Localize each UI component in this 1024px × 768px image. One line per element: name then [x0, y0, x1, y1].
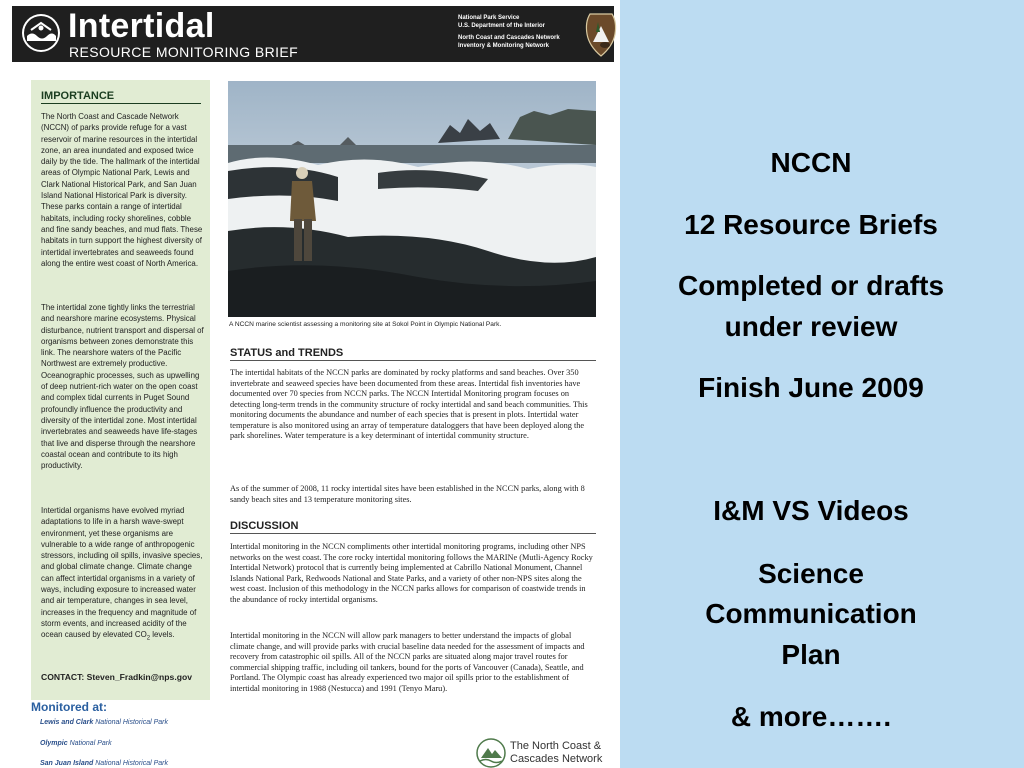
bullet-resource-briefs: 12 Resource Briefs — [684, 209, 938, 240]
monitored-item — [40, 760, 168, 767]
photo-caption: A NCCN marine scientist assessing a monitoring site at Sokol Point in Olympic National Park. — [229, 321, 502, 328]
park-type: National Historical Park — [93, 719, 168, 726]
park-type: National Park — [67, 740, 112, 747]
discussion-heading: DISCUSSION — [230, 520, 596, 534]
bullet-more: & more……. — [730, 701, 892, 732]
park-type: National Historical Park — [93, 760, 168, 767]
agency-line: Inventory & Monitoring Network — [458, 42, 550, 49]
discussion-paragraph: Intertidal monitoring in the NCCN will allow park managers to better understand the impacts of global climate change, and will provide parks with crucial baseline data needed for the assessment of impacts and recovery from catastrophic oil spills. All of the NCCN parks are situated along major travel routes for commercial shipping traffic, including oil tankers, bound for the ports of Vancouver (Canada), Seattle, and Portland. The Olympic coast has already experienced two major oil spills prior to the establishment of intertidal monitoring in 1988 (Nestucca) and 1991 (Tenyo Maru). — [230, 631, 585, 693]
importance-paragraph: The intertidal zone tightly links the terrestrial and nearshore marine ecosystems. Physical disturbance, nutrient transport and dispersal of organisms between zones demonstrate this link. The nearshore waters of the Pacific Northwest are extremely productive. Oceanographic processes, such as upwelling of deep nutrient-rich water on the open coast and complex tidal currents in Puget Sound profoundly influence the productivity and diversity of the intertidal zone. Most intertidal invertebrates and seaweeds have life-stages that live and disperse through the nearshore coastal ocean and contribute to its high productivity. — [41, 303, 204, 471]
importance-sidebar — [31, 80, 210, 700]
importance-paragraph — [41, 505, 204, 645]
network-name — [510, 740, 602, 766]
network-logo-icon — [476, 738, 506, 768]
status-paragraph: The intertidal habitats of the NCCN parks are dominated by rocky platforms and sand beaches. Over 350 invertebrate and seaweed species have been documented from these areas. Intertidal fish inventories have documented over 70 species from NCCN parks. The NCCN Intertidal Monitoring program focuses on detecting long-term trends in the community structure of rocky intertidal and sand beach communities. This monitoring documents the abundance and number of each species that is present in plots. Intertidal water temperature is also monitored using an array of temperature dataloggers that have been deployed along the park shorelines. Water temperature is a key determinant of intertidal community structure. — [230, 368, 588, 440]
brief-header — [12, 6, 614, 62]
bullet-science-line2: Communication — [705, 598, 917, 629]
importance-heading: IMPORTANCE — [41, 90, 201, 104]
bullet-videos: I&M VS Videos — [713, 495, 909, 526]
importance-paragraph: The North Coast and Cascade Network (NCCN) of parks provide refuge for a vast reservoir of marine resources in the intertidal zone, an area inundated and exposed twice daily by the tide. The hallmark of the intertidal areas of Olympic National Park, Lewis and Clark National Historical Park, and San Juan Island National Historical Park is diversity. These parks contain a range of intertidal habitats, including rocky shorelines, cobble and fine sandy beaches, and mud flats. These habitats in turn support the highest diversity of intertidal invertebrates and seaweeds found along the entire west coast of North America. — [41, 112, 203, 268]
bullet-completed-line1: Completed or drafts — [677, 270, 945, 301]
bullet-nccn: NCCN — [770, 147, 852, 178]
importance-paragraph-end: levels. — [150, 630, 175, 640]
agency-block — [458, 15, 578, 50]
status-heading: STATUS and TRENDS — [230, 347, 596, 361]
park-name: Olympic — [40, 740, 68, 747]
bullet-science-line1: Science — [758, 558, 864, 589]
monitored-item — [40, 740, 112, 747]
agency-line: National Park Service — [458, 15, 520, 21]
nps-arrowhead-icon — [584, 12, 618, 58]
network-name-line: The North Coast & — [510, 740, 602, 752]
agency-line: North Coast and Cascades Network — [458, 35, 560, 42]
discussion-paragraph: Intertidal monitoring in the NCCN compliments other intertidal monitoring programs, including other NPS networks on the west coast. The core rocky intertidal monitoring follows the MARINe (Mutli-Agency Rocky Intertidal Network) protocol that is currently being implemented at Cabrillo National Monument, Channel Islands National Park, Redwoods National and State Parks, and a variety of other non-NPS sites along the west coast. Inclusion of this methodology in the NCCN parks allows for comparison of coastwide trends in the abundance of rocky intertidal organisms. — [230, 542, 593, 604]
brief-title: Intertidal — [68, 7, 215, 45]
coast-photo — [228, 81, 596, 317]
park-name: San Juan Island — [40, 760, 94, 767]
status-paragraph: As of the summer of 2008, 11 rocky intertidal sites have been established in the NCCN parks, along with 8 sandy beach sites and 13 temperature monitoring sites. — [230, 484, 585, 504]
co2-subscript: 2 — [146, 635, 151, 642]
contact-line: CONTACT: Steven_Fradkin@nps.gov — [41, 672, 192, 682]
bullet-completed-line2: under review — [724, 311, 898, 342]
network-name-line: Cascades Network — [510, 753, 603, 765]
monitored-heading: Monitored at: — [31, 700, 107, 714]
bullet-science-line3: Plan — [781, 639, 841, 670]
brief-subtitle: RESOURCE MONITORING BRIEF — [69, 44, 299, 60]
slide-bullets — [630, 0, 992, 768]
monitored-item — [40, 719, 168, 726]
park-name: Lewis and Clark — [40, 719, 94, 726]
importance-paragraph-text: Intertidal organisms have evolved myriad adaptations to life in a harsh wave-swept environment, yet these organisms are vulnerable to a wide range of anthropogenic stressors, including oil spills, invasive species, and global climate change. Climate change can affect intertidal organisms in a variety of ways, including exposure to increased water and air temperature, changes in sea level, increases in the frequency and magnitude of storm events, and increased acidity of the ocean caused by elevated CO — [41, 506, 203, 640]
agency-line: U.S. Department of the Interior — [458, 22, 546, 29]
intertidal-logo-icon — [22, 14, 60, 52]
bullet-finish-date: Finish June 2009 — [698, 372, 924, 403]
